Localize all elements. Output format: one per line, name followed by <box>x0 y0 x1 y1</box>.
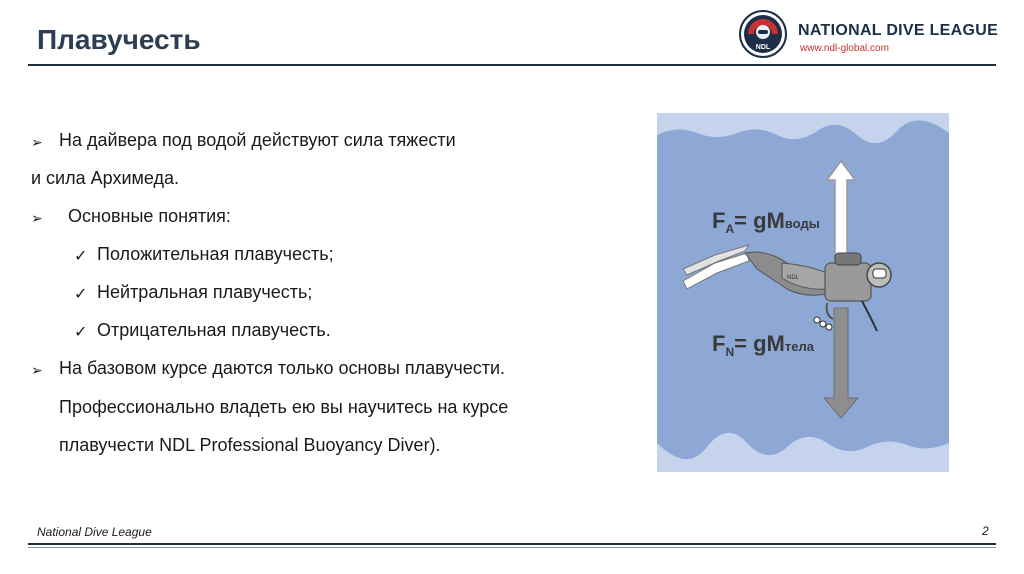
sub-item-negative: Отрицательная плавучесть. <box>97 320 331 340</box>
bullet-1-line-1: На дайвера под водой действуют сила тяжести <box>59 130 456 150</box>
arrow-bullet-icon: ➢ <box>31 134 43 150</box>
bullet-3-line-2: Профессионально владеть ею вы научитесь на курсе <box>59 397 509 417</box>
diver-logo-text: NDL <box>787 275 800 281</box>
sub-item-neutral: Нейтральная плавучесть; <box>97 282 313 302</box>
buoyancy-figure <box>657 113 949 472</box>
bullet-3-line-3: плавучести NDL Professional Buoyancy Diver). <box>59 435 441 455</box>
ndl-logo <box>739 10 1004 60</box>
check-icon: ✓ <box>74 248 88 265</box>
footer-divider-thin <box>28 547 996 548</box>
header-divider <box>28 64 996 66</box>
sub-item-positive: Положительная плавучесть; <box>97 244 334 264</box>
formula-buoyant-force: $F_A=$ gMводы <box>712 208 820 236</box>
footer-divider <box>28 543 996 545</box>
bullet-2: Основные понятия: <box>68 206 231 226</box>
logo-badge-text: NDL <box>755 44 771 51</box>
arrow-bullet-icon: ➢ <box>31 210 43 226</box>
formula-gravity-force: $F_N=$ gMтела <box>712 331 814 359</box>
logo-url[interactable]: www.ndl-global.com <box>800 43 889 54</box>
check-icon: ✓ <box>74 324 88 341</box>
page-number: 2 <box>982 524 989 538</box>
bullet-3-line-1: На базовом курсе даются только основы плавучести. <box>59 358 506 378</box>
check-icon: ✓ <box>74 286 88 303</box>
arrow-bullet-icon: ➢ <box>31 362 43 378</box>
page-title: Плавучесть <box>37 24 201 55</box>
bullet-1-line-2: и сила Архимеда. <box>31 168 179 188</box>
logo-name: NATIONAL DIVE LEAGUE <box>798 22 999 39</box>
footer-org: National Dive League <box>37 525 152 539</box>
ndl-emblem-icon <box>739 10 787 58</box>
